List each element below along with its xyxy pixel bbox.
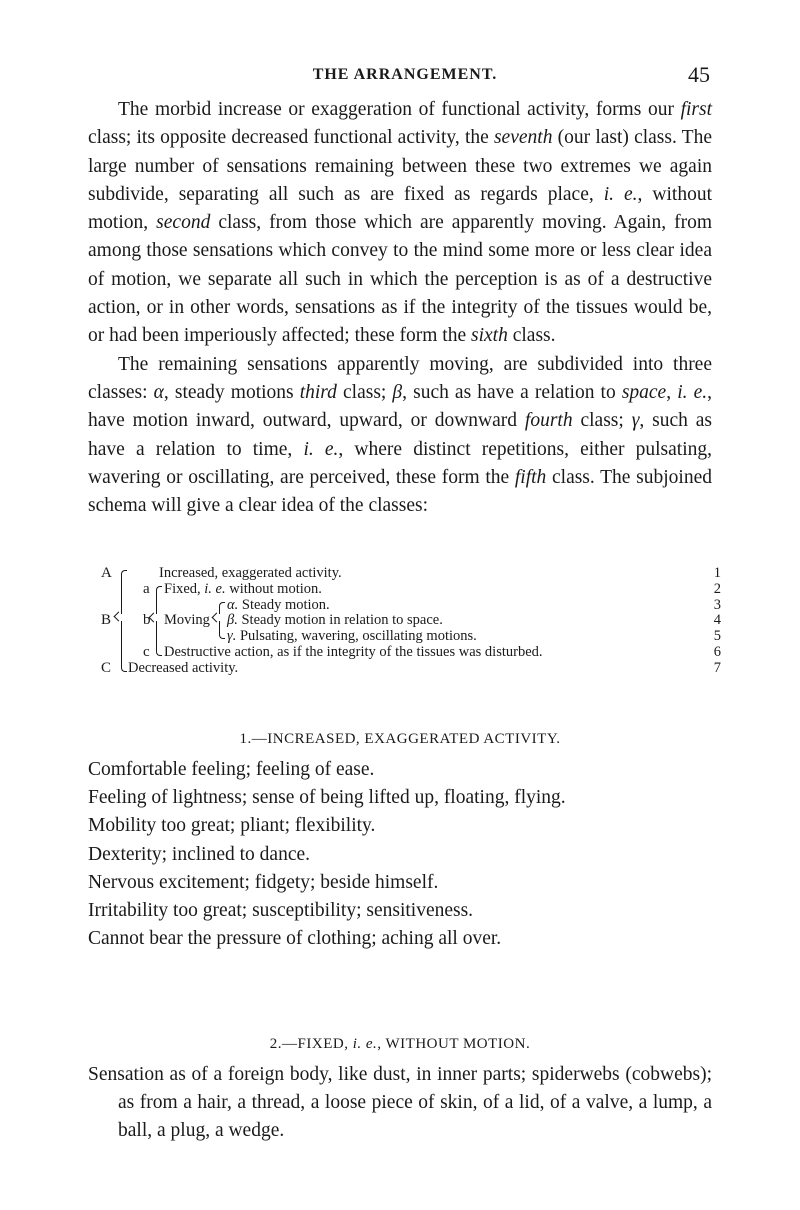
p1-text-4: , without motion, bbox=[88, 183, 712, 234]
schema-row-5-label: Pulsating, wavering, oscillating motions. bbox=[236, 628, 477, 644]
schema-letter-c: c bbox=[143, 644, 150, 660]
p2-fourth: fourth bbox=[524, 410, 573, 432]
p2-text-7: class; bbox=[572, 410, 632, 432]
paragraph-2 bbox=[88, 351, 712, 521]
section-1-item: Comfortable feeling; feeling of ease. bbox=[88, 759, 375, 780]
schema-letter-A: A bbox=[101, 565, 112, 581]
schema-row-2-num: 2 bbox=[713, 581, 721, 597]
schema-row-5 bbox=[101, 629, 721, 645]
p2-text-2: , steady motions bbox=[163, 381, 300, 403]
schema-row-6-num: 6 bbox=[713, 644, 721, 660]
p1-seventh: seventh bbox=[493, 127, 553, 149]
schema-row-5-num: 5 bbox=[713, 628, 721, 644]
section-1-item: Feeling of lightness; sense of being lifted up, floating, flying. bbox=[88, 787, 566, 809]
p2-ie-2: i. e. bbox=[303, 438, 339, 460]
section-1-item: Irritability too great; susceptibility; sensitiveness. bbox=[88, 900, 474, 922]
page-number: 45 bbox=[688, 62, 710, 87]
p2-text-6: , have motion inward, outward, upward, or downward bbox=[88, 381, 712, 432]
p2-text-9: , where distinct repetitions, either pulsating, wavering or oscillating, are perceived, these form the bbox=[88, 438, 712, 488]
section-1-item: Mobility too great; pliant; flexibility. bbox=[88, 815, 376, 837]
schema-row-6-text: Destructive action, as if the integrity of the tissues was disturbed. bbox=[164, 644, 543, 660]
p2-text-5: , bbox=[666, 381, 678, 403]
schema-row-5-text bbox=[227, 629, 477, 645]
p1-second: second bbox=[156, 212, 211, 234]
section-1-item: Dexterity; inclined to dance. bbox=[88, 843, 311, 865]
p2-ie-1: i. e. bbox=[677, 381, 708, 403]
p1-text-6: class. bbox=[507, 325, 556, 347]
schema-row-2-ie: i. e. bbox=[204, 581, 226, 597]
schema-row-6 bbox=[101, 645, 721, 661]
p2-text-1: The remaining sensations apparently moving, are subdivided into three classes: bbox=[88, 353, 712, 403]
p1-ie: i. e. bbox=[603, 183, 638, 205]
schema-row-4-text bbox=[227, 613, 443, 629]
schema-letter-a: a bbox=[143, 581, 150, 597]
schema-row-4-greek: β. bbox=[227, 612, 238, 628]
section-1-list bbox=[88, 756, 712, 953]
p2-text-3: class; bbox=[336, 381, 393, 403]
schema-row-4 bbox=[101, 613, 721, 629]
schema-row-7-text: Decreased activity. bbox=[128, 660, 239, 676]
schema-row-2-text bbox=[164, 582, 322, 598]
section-2-list bbox=[88, 1061, 712, 1146]
p2-space: space bbox=[621, 381, 667, 403]
schema-row-5-greek: γ. bbox=[227, 628, 237, 644]
schema-row-2-post: without motion. bbox=[225, 581, 322, 597]
section-1-heading: 1.—INCREASED, EXAGGERATED ACTIVITY. bbox=[239, 731, 561, 747]
section-2-item: Sensation as of a foreign body, like dust, in inner parts; spiderwebs (cobwebs); as from a hair, a thread, a loose piece of skin, of a lid, of a valve, a lump, a ball, a plug, a wedge. bbox=[88, 1064, 712, 1142]
p1-first: first bbox=[680, 99, 712, 120]
section-1-item: Cannot bear the pressure of clothing; aching all over. bbox=[88, 928, 502, 950]
p2-third: third bbox=[299, 381, 337, 403]
classes-schema bbox=[101, 566, 721, 706]
p1-text-3: (our last) class. The large number of sensations remaining between these two extremes we again subdivide, separating all such as are fixed as regards place, bbox=[88, 127, 713, 205]
p2-text-8: , such as have a relation to time, bbox=[88, 410, 712, 460]
schema-row-1-num: 1 bbox=[713, 565, 721, 581]
schema-row-1-text: Increased, exaggerated activity. bbox=[159, 565, 342, 581]
p2-gamma: γ bbox=[631, 410, 640, 432]
p1-text-1: The morbid increase or exaggeration of functional activity, forms our bbox=[118, 99, 681, 120]
p1-text-2: class; its opposite decreased functional activity, the bbox=[88, 127, 494, 149]
p2-alpha: α bbox=[153, 381, 164, 403]
schema-letter-C: C bbox=[101, 660, 112, 676]
body-text bbox=[88, 96, 712, 520]
schema-row-3-greek: α. bbox=[227, 597, 239, 613]
section-2-heading-pre: 2.—FIXED, bbox=[269, 1036, 353, 1052]
p2-text-10: class. The subjoined schema will give a clear idea of the classes: bbox=[88, 466, 712, 517]
schema-row-3-num: 3 bbox=[713, 597, 721, 613]
schema-row-2-pre: Fixed, bbox=[164, 581, 205, 597]
running-title: THE ARRANGEMENT. bbox=[312, 66, 498, 83]
section-2-heading-post: , WITHOUT MOTION. bbox=[377, 1036, 531, 1052]
schema-row-4-moving: Moving bbox=[164, 612, 210, 628]
schema-letter-B: B bbox=[101, 612, 112, 628]
p1-text-5: class, from those which are apparently moving. Again, from among those sensations which convey to the mind some more or less clear idea of motion, we separate all such in which the perception is as of a destructive action, or in other words, sensations as if the integrity of the tissues would be, or had been imperiously affected; these form the bbox=[88, 212, 713, 347]
p2-fifth: fifth bbox=[514, 466, 547, 488]
schema-row-4-num: 4 bbox=[713, 612, 721, 628]
schema-row-2 bbox=[101, 582, 721, 598]
schema-row-7 bbox=[101, 661, 721, 677]
running-head bbox=[100, 62, 710, 92]
schema-row-1 bbox=[101, 566, 721, 582]
p2-beta: β bbox=[392, 381, 403, 403]
schema-letter-b: b bbox=[143, 612, 151, 628]
section-2-heading-ie: i. e. bbox=[352, 1036, 378, 1052]
section-2-heading bbox=[0, 1036, 800, 1053]
schema-row-3-label: Steady motion. bbox=[238, 597, 330, 613]
p1-sixth: sixth bbox=[471, 325, 508, 347]
schema-row-7-num: 7 bbox=[713, 660, 721, 676]
section-1-item: Nervous excitement; fidgety; beside himself. bbox=[88, 871, 439, 893]
schema-row-4-label: Steady motion in relation to space. bbox=[237, 612, 443, 628]
paragraph-1 bbox=[88, 96, 712, 351]
p2-text-4: , such as have a relation to bbox=[402, 381, 622, 403]
